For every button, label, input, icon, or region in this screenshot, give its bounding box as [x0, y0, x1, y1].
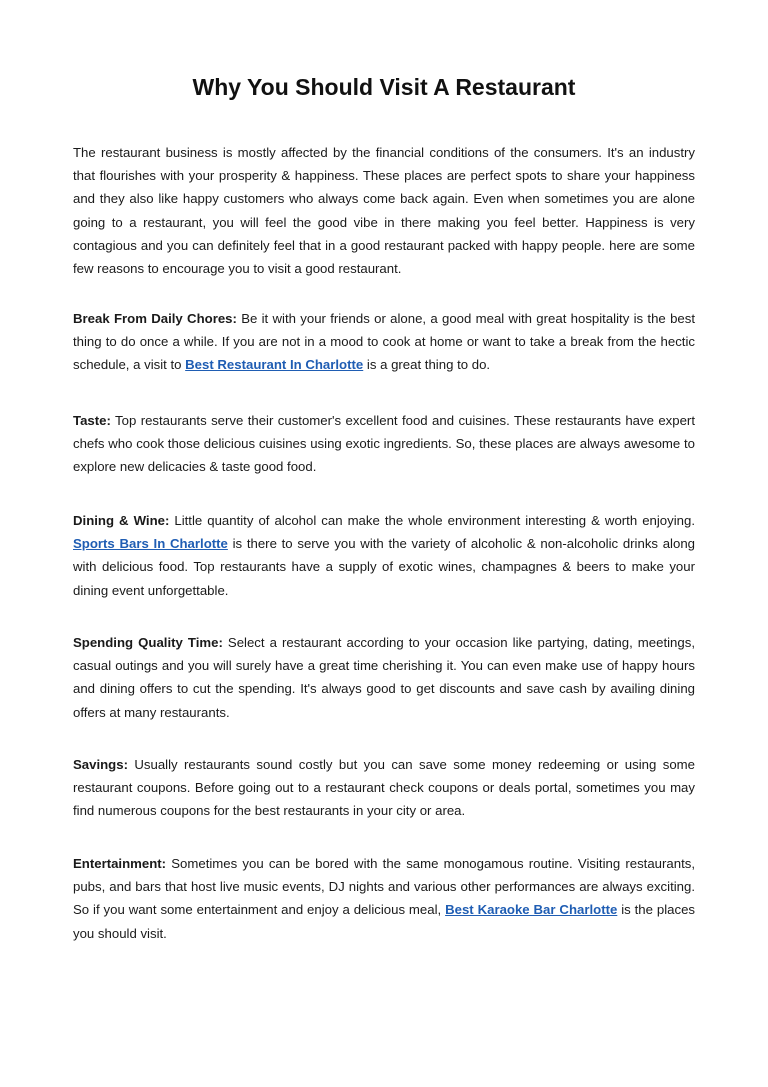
- section-heading: Spending Quality Time:: [73, 635, 223, 650]
- section-heading: Dining & Wine:: [73, 513, 170, 528]
- section-heading: Savings:: [73, 757, 128, 772]
- section-heading: Break From Daily Chores:: [73, 311, 237, 326]
- section-text: is there to serve you with the variety of alcoholic & non-alcoholic drinks along with delicious food. Top restaurants have a supply of exotic wines, champagnes & beers to make your dining event unforgettable.: [73, 536, 695, 598]
- section-heading: Entertainment:: [73, 856, 167, 871]
- section-entertainment: [73, 852, 695, 945]
- section-taste: [73, 409, 695, 479]
- section-break-from-daily-chores: [73, 307, 695, 377]
- section-heading: Taste:: [73, 413, 111, 428]
- section-dining-wine: [73, 509, 695, 602]
- link-sports-bars-in-charlotte[interactable]: Sports Bars In Charlotte: [73, 536, 228, 552]
- page-title: Why You Should Visit A Restaurant: [192, 74, 576, 100]
- section-savings: [73, 753, 695, 823]
- link-best-restaurant-in-charlotte[interactable]: Best Restaurant In Charlotte: [185, 357, 364, 373]
- section-text: is the places you should visit.: [73, 902, 695, 941]
- section-text: Sometimes you can be bored with the same monogamous routine. Visiting restaurants, pubs, and bars that host live music events, DJ nights and various other performances are always exciting. So if you want some entertainment and enjoy a delicious meal,: [73, 856, 695, 918]
- section-text: Top restaurants serve their customer's excellent food and cuisines. These restaurants have expert chefs who cook those delicious cuisines using exotic ingredients. So, these places are always awesome to explore new delicacies & taste good food.: [73, 413, 695, 475]
- intro-paragraph: The restaurant business is mostly affected by the financial conditions of the consumers. It's an industry that flourishes with your prosperity & happiness. These places are perfect spots to share your happiness and they also like happy customers who always come back again. Even when sometimes you are alone going to a restaurant, you will feel the good vibe in there making you feel better. Happiness is very contagious and you can definitely feel that in a good restaurant packed with happy people. here are some few reasons to encourage you to visit a good restaurant.: [73, 145, 695, 277]
- section-text: Usually restaurants sound costly but you can save some money redeeming or using some restaurant coupons. Before going out to a restaurant check coupons or deals portal, sometimes you may find numerous coupons for the best restaurants in your city or area.: [73, 757, 695, 819]
- section-text: Select a restaurant according to your occasion like partying, dating, meetings, casual outings and you will surely have a great time cherishing it. You can even make use of happy hours and dining offers to cut the spending. It's always good to get discounts and save cash by availing dining offers at many restaurants.: [73, 635, 695, 720]
- section-text: is a great thing to do.: [363, 357, 491, 373]
- section-text: Be it with your friends or alone, a good meal with great hospitality is the best thing to do once a while. If you are not in a mood to cook at home or want to take a break from the hectic schedule, a visit to: [73, 311, 695, 373]
- link-best-karaoke-bar-charlotte[interactable]: Best Karaoke Bar Charlotte: [445, 902, 618, 918]
- section-text: Little quantity of alcohol can make the whole environment interesting & worth enjoying.: [169, 513, 695, 528]
- section-spending-quality-time: [73, 631, 695, 724]
